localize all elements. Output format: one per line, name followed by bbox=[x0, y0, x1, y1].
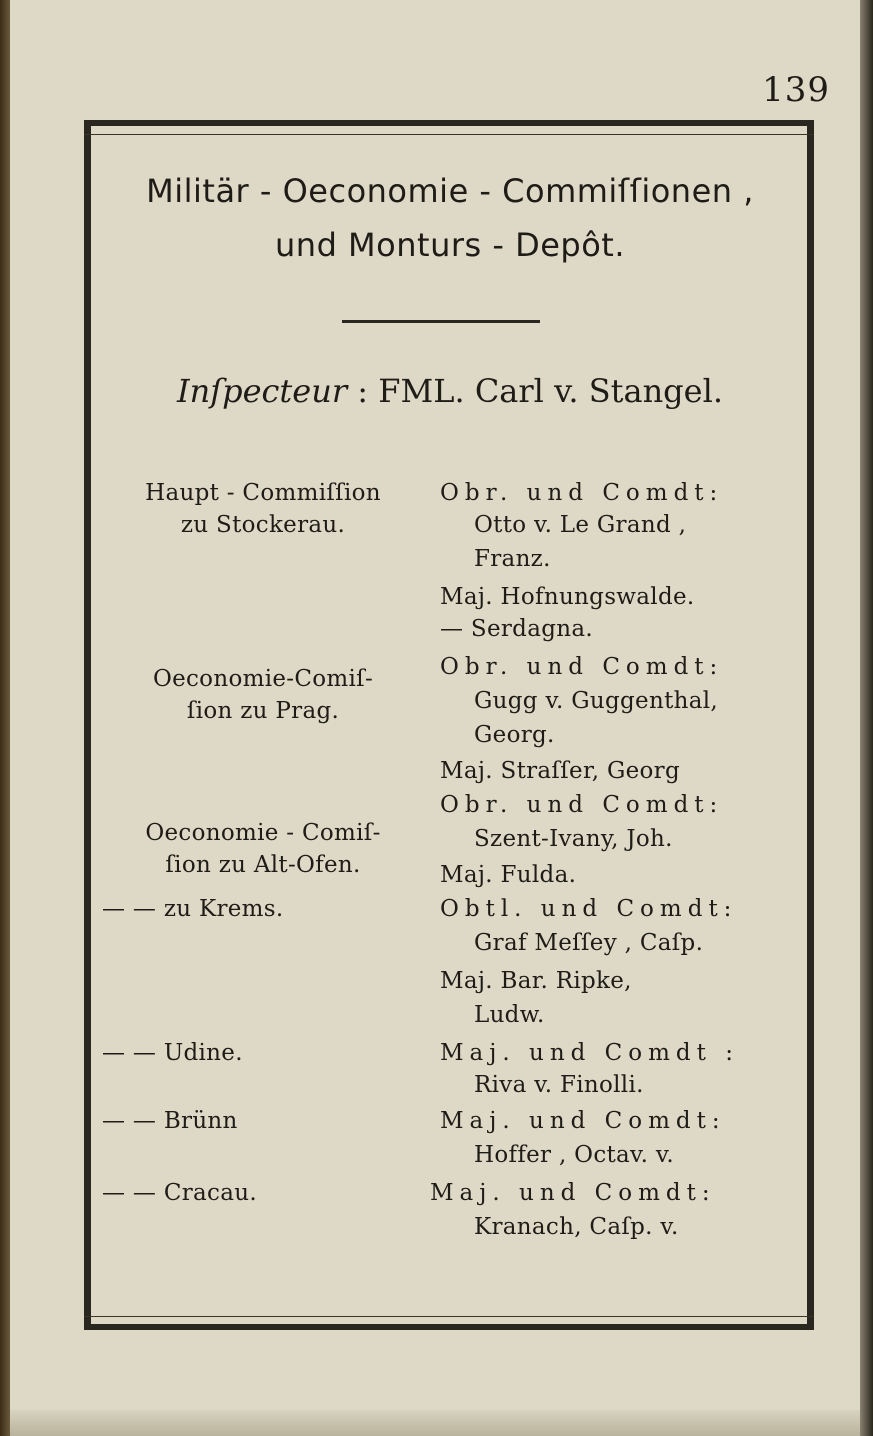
right-entry-bruenn-rank: Maj. und Comdt: bbox=[440, 1108, 726, 1134]
heading-line-2: und Monturs - Depôt. bbox=[275, 226, 625, 264]
left-entry-stockerau: zu Stockerau. bbox=[180, 512, 346, 538]
inspecteur-name: : FML. Carl v. Stangel. bbox=[357, 372, 723, 410]
right-entry-stockerau-firstname: Franz. bbox=[474, 546, 551, 572]
frame-inner-rule-top bbox=[84, 134, 814, 135]
page-frame bbox=[84, 120, 814, 1330]
right-entry-prag-major: Maj. Straſſer, Georg bbox=[440, 758, 680, 784]
right-entry-bruenn-name: Hoffer , Octav. v. bbox=[474, 1142, 675, 1168]
left-entry-oeconomie-prag-1: Oeconomie-Comiſ- bbox=[152, 666, 374, 692]
left-entry-oeconomie-altofen-2: ſion zu Alt-Ofen. bbox=[165, 852, 361, 878]
right-entry-stockerau-name: Otto v. Le Grand , bbox=[474, 512, 687, 538]
page-edge bbox=[860, 0, 873, 1436]
left-entry-krems: — — zu Krems. bbox=[102, 896, 284, 922]
right-entry-cracau-rank: Maj. und Comdt: bbox=[430, 1180, 716, 1206]
right-entry-krems-major: Maj. Bar. Ripke, bbox=[440, 968, 632, 994]
page-bottom-shade bbox=[10, 1410, 860, 1436]
right-entry-krems-rank: Obtl. und Comdt: bbox=[440, 896, 738, 922]
heading-line-1: Militär - Oeconomie - Commiſſionen , bbox=[146, 172, 754, 210]
book-spine bbox=[0, 0, 10, 1436]
right-entry-stockerau-major-2: — Serdagna. bbox=[440, 616, 593, 642]
left-entry-haupt-commission: Haupt - Commiſſion bbox=[145, 480, 381, 506]
right-entry-prag-name: Gugg v. Guggenthal, bbox=[474, 688, 719, 714]
inspecteur-label: Inſpecteur bbox=[176, 372, 348, 410]
right-entry-prag-rank: Obr. und Comdt: bbox=[440, 654, 724, 680]
right-entry-krems-name: Graf Meſſey , Caſp. bbox=[474, 930, 704, 956]
right-entry-altofen-name: Szent-Ivany, Joh. bbox=[474, 826, 673, 852]
left-entry-bruenn: — — Brünn bbox=[102, 1108, 238, 1134]
right-entry-prag-firstname: Georg. bbox=[474, 722, 555, 748]
right-entry-stockerau-major: Maj. Hofnungswalde. bbox=[440, 584, 695, 610]
right-entry-cracau-name: Kranach, Caſp. v. bbox=[474, 1214, 679, 1240]
left-entry-oeconomie-prag-2: ſion zu Prag. bbox=[186, 698, 340, 724]
right-entry-altofen-rank: Obr. und Comdt: bbox=[440, 792, 724, 818]
frame-inner-rule-bottom bbox=[84, 1316, 814, 1317]
right-entry-stockerau-rank: Obr. und Comdt: bbox=[440, 480, 724, 506]
right-entry-altofen-major: Maj. Fulda. bbox=[440, 862, 577, 888]
left-entry-udine: — — Udine. bbox=[102, 1040, 243, 1066]
right-entry-udine-name: Riva v. Finolli. bbox=[474, 1072, 644, 1098]
left-entry-cracau: — — Cracau. bbox=[102, 1180, 257, 1206]
right-entry-krems-major-firstname: Ludw. bbox=[474, 1002, 545, 1028]
page-number: 139 bbox=[762, 70, 830, 110]
inspecteur-line bbox=[100, 372, 800, 410]
right-entry-udine-rank: Maj. und Comdt : bbox=[440, 1040, 739, 1066]
left-entry-oeconomie-altofen-1: Oeconomie - Comiſ- bbox=[145, 820, 381, 846]
heading-divider bbox=[342, 320, 540, 323]
